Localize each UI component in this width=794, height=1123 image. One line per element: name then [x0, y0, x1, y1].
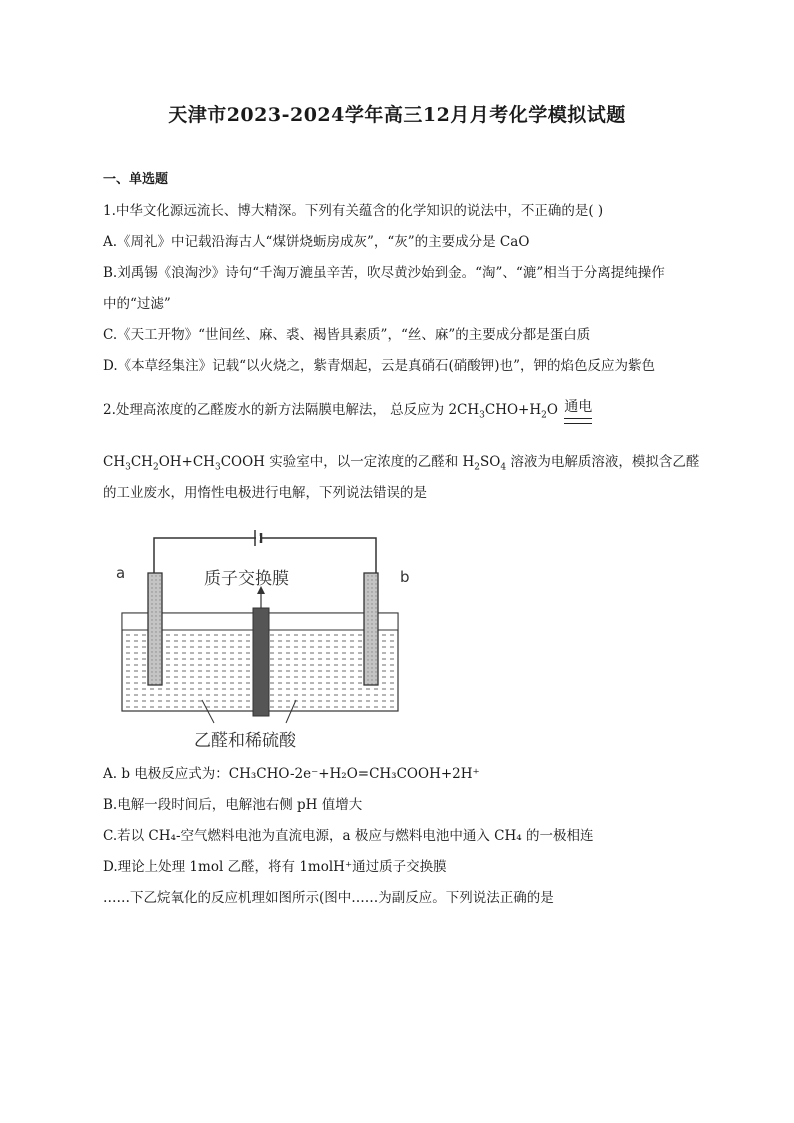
q2-option-a: A. b 电极反应式为：CH₃CHO-2e⁻+H₂O=CH₃COOH+2H⁺ — [103, 766, 480, 782]
q1-stem: 1.中华文化源远流长、博大精深。下列有关蕴含的化学知识的说法中，不正确的是( ) — [103, 203, 604, 219]
q2-products: $CH_3CH_2OH+CH_3COOH$ — [103, 454, 265, 473]
electrode-a — [148, 573, 162, 685]
condition-label: 通电 — [564, 398, 593, 415]
q2-stem-line2 — [103, 452, 699, 478]
q2-stem-line3: 的工业废水，用惰性电极进行电解，下列说法错误的是 — [103, 485, 427, 501]
proton-exchange-membrane — [253, 608, 269, 716]
q1-option-b-line1: B.刘禹锡《浪淘沙》诗句“千淘万漉虽辛苦，吹尽黄沙始到金。“淘”、“漉”相当于分离提纯操作 — [103, 265, 665, 281]
q2-stem-suffix: CHO+H — [484, 402, 542, 418]
q1-option-a: A.《周礼》中记载沿海古人“煤饼烧蛎房成灰”，“灰”的主要成分是 CaO — [103, 234, 530, 250]
electrode-a-label: a — [116, 564, 126, 582]
q2-stem-line1: 2.处理高浓度的乙醛废水的新方法隔膜电解法， 总反应为 $2CH_3CHO+H_2O$ 通电 — [103, 400, 592, 426]
electrode-b-label: b — [400, 568, 410, 586]
electrode-b — [364, 573, 378, 685]
membrane-label: 质子交换膜 — [204, 569, 289, 589]
q2-option-c: C.若以 CH₄-空气燃料电池为直流电源，a 极应与燃料电池中通入 CH₄ 的一极相连 — [103, 828, 594, 844]
q1-option-c: C.《天工开物》“世间丝、麻、裘、褐皆具素质”，“丝、麻”的主要成分都是蛋白质 — [103, 327, 591, 343]
exam-title: 天津市2023-2024学年高三12月月考化学模拟试题 — [168, 104, 626, 126]
q1-option-b-line2: 中的“过滤” — [103, 296, 171, 312]
q2-line2-text: 实验室中，以一定浓度的乙醛和 $H_2SO_4$ 溶液为电解质溶液，模拟含乙醛 — [264, 454, 700, 473]
equals-bars — [564, 418, 592, 424]
solution-label: 乙醛和稀硫酸 — [194, 731, 296, 751]
q2-stem-prefix: 2.处理高浓度的乙醛废水的新方法隔膜电解法， 总反应为 2CH — [103, 402, 480, 418]
q1-option-d: D.《本草经集注》记载“以火烧之，紫青烟起，云是真硝石(硝酸钾)也”，钾的焰色反应为紫色 — [103, 358, 655, 374]
q2-stem-end: O — [546, 402, 558, 418]
q3-partial-stem: ……下乙烷氧化的反应机理如图所示(图中……为副反应。下列说法正确的是 — [103, 890, 554, 906]
section-heading: 一、单选题 — [103, 172, 169, 187]
q2-option-d: D.理论上处理 1mol 乙醛，将有 1molH⁺通过质子交换膜 — [103, 859, 447, 875]
electrolysis-cell-diagram — [110, 530, 410, 760]
electrolysis-condition — [564, 398, 593, 426]
q2-option-b: B.电解一段时间后，电解池右侧 pH 值增大 — [103, 797, 363, 813]
